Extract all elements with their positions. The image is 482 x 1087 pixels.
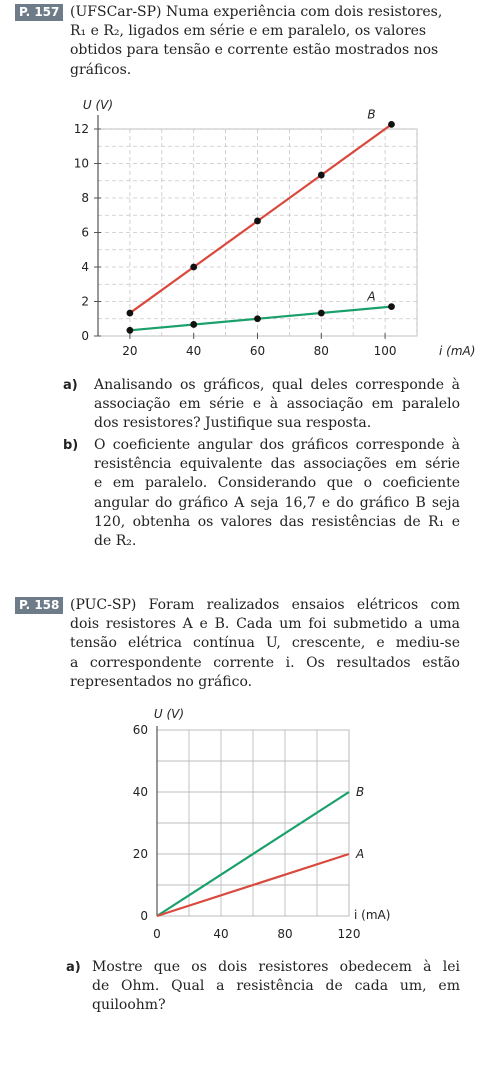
x-tick-label: 80 (313, 344, 329, 358)
y-tick-label: 20 (132, 847, 148, 861)
item-b-text-157 (94, 436, 460, 551)
x-tick-label: 40 (213, 927, 229, 941)
y-tick-label: 60 (132, 723, 148, 737)
statement-line: representados no gráfico. (70, 673, 253, 690)
y-axis-label: U (V) (153, 707, 185, 721)
data-point-A (318, 310, 325, 317)
x-tick-label: 40 (186, 344, 202, 358)
y-tick-label: 0 (140, 909, 148, 923)
series-label-A: A (367, 289, 376, 304)
data-point-B (190, 264, 197, 271)
series-label-B: B (367, 107, 376, 122)
x-axis-label: i (mA) (439, 344, 475, 358)
data-point-A (127, 327, 134, 334)
statement-line: (UFSCar-SP) Numa experiência com dois resistores, (70, 4, 443, 20)
statement-line: R₁ e R₂, ligados em série e em paralelo, os valores (70, 23, 427, 40)
y-tick-label: 40 (132, 785, 148, 799)
y-tick-label: 12 (73, 122, 89, 136)
data-point-B (318, 172, 325, 179)
item-line: quiloohm? (92, 997, 166, 1014)
x-tick-label: 0 (153, 927, 161, 941)
item-line: de Ohm. Qual a resistência de cada um, em (92, 978, 460, 995)
data-point-B (388, 121, 395, 128)
statement-line: a correspondente corrente i. Os resultados estão (70, 654, 460, 671)
statement-line: gráficos. (70, 61, 132, 78)
y-tick-label: 6 (81, 225, 89, 240)
statement-line: dois resistores A e B. Cada um foi submetido a uma (70, 616, 460, 633)
data-point-A (254, 315, 261, 322)
y-tick-label: 2 (81, 294, 89, 309)
y-axis-label: U (V) (82, 98, 114, 112)
series-label-B: B (356, 785, 365, 799)
item-line: associação em série e à associação em paralelo (94, 396, 460, 413)
x-tick-label: 120 (337, 927, 361, 941)
item-a-label-158: a) (66, 960, 81, 975)
data-point-A (190, 321, 197, 328)
item-line: angular do gráfico A seja 16,7 e do gráfico B seja (94, 494, 460, 511)
item-a-label-157: a) (63, 378, 78, 393)
x-axis-label: i (mA) (354, 908, 391, 922)
x-tick-label: 100 (373, 344, 397, 358)
y-tick-label: 0 (81, 329, 89, 343)
chart-158 (110, 702, 410, 950)
data-point-B (127, 310, 134, 317)
item-line: resistência equivalente das associações em série (94, 456, 460, 473)
item-line: Mostre que os dois resistores obedecem à lei (92, 959, 460, 975)
statement-line: (PUC-SP) Foram realizados ensaios elétricos com (70, 597, 460, 613)
item-line: e em paralelo. Considerando que o coeficiente (94, 475, 460, 492)
item-line: de R₂. (94, 533, 137, 550)
x-tick-label: 80 (277, 927, 293, 941)
series-label-A: A (356, 847, 365, 861)
statement-line: obtidos para tensão e corrente estão mostrados nos (70, 42, 439, 59)
problem-157-statement (70, 3, 462, 80)
data-point-B (254, 218, 261, 225)
problem-tag-158: P. 158 (15, 597, 63, 614)
item-a-text-158 (92, 958, 460, 1016)
chart-157 (55, 92, 475, 367)
data-point-A (388, 303, 395, 310)
x-tick-label: 60 (249, 344, 266, 358)
y-tick-label: 10 (73, 156, 89, 171)
y-tick-label: 4 (81, 260, 89, 274)
item-line: Analisando os gráficos, qual deles corresponde à (94, 377, 460, 393)
item-b-label-157: b) (63, 438, 79, 453)
item-line: dos resistores? Justifique sua resposta. (94, 415, 372, 432)
statement-line: tensão elétrica contínua U, crescente, e mediu-se (70, 635, 460, 652)
y-tick-label: 8 (81, 191, 89, 205)
x-tick-label: 20 (122, 344, 138, 358)
item-line: O coeficiente angular dos gráficos corresponde à (94, 437, 460, 453)
item-a-text-157 (94, 376, 460, 434)
item-line: 120, obtenha os valores das resistências de R₁ e (94, 513, 460, 530)
problem-tag-157: P. 157 (15, 4, 63, 21)
problem-158-statement (70, 596, 460, 692)
